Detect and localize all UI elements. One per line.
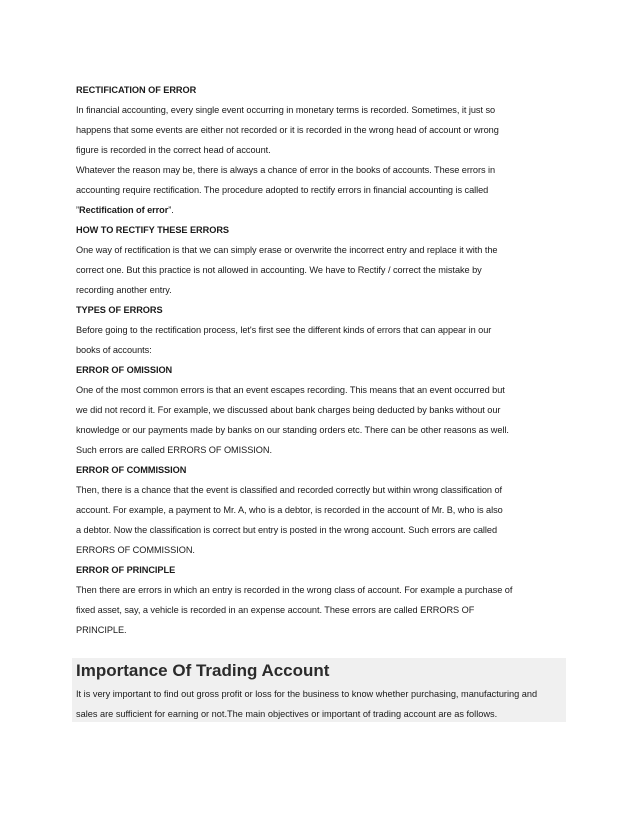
section-heading: ERROR OF PRINCIPLE [76,565,176,575]
paragraph-line: Before going to the rectification process, let's first see the different kinds of errors that can appear in our [76,325,492,335]
importance-title: Importance Of Trading Account [76,661,330,680]
paragraph-line: accounting require rectification. The procedure adopted to rectify errors in financial accounting is called [76,185,489,195]
paragraph-line: correct one. But this practice is not allowed in accounting. We have to Rectify / correct the mistake by [76,265,482,275]
paragraph-line: PRINCIPLE. [76,625,127,635]
paragraph-line: One of the most common errors is that an event escapes recording. This means that an event occurred but [76,385,505,395]
paragraph-line: recording another entry. [76,285,172,295]
paragraph-line: ERRORS OF COMMISSION. [76,545,195,555]
paragraph-line: Then, there is a chance that the event is classified and recorded correctly but within wrong classification of [76,485,503,495]
paragraph-line: a debtor. Now the classification is correct but entry is posted in the wrong account. Such errors are called [76,525,498,535]
paragraph-line: books of accounts: [76,345,152,355]
importance-paragraph-line: It is very important to find out gross profit or loss for the business to know whether purchasing, manufacturing and [76,689,538,699]
paragraph-line: figure is recorded in the correct head of account. [76,145,271,155]
paragraph-line: Then there are errors in which an entry is recorded in the wrong class of account. For example a purchase of [76,585,513,595]
paragraph-line: happens that some events are either not recorded or it is recorded in the wrong head of account or wrong [76,125,499,135]
paragraph-line: One way of rectification is that we can simply erase or overwrite the incorrect entry and replace it with the [76,245,498,255]
paragraph-line: fixed asset, say, a vehicle is recorded in an expense account. These errors are called ERRORS OF [76,605,475,615]
paragraph-line: Such errors are called ERRORS OF OMISSION. [76,445,272,455]
section-heading: TYPES OF ERRORS [76,305,163,315]
section-heading: ERROR OF COMMISSION [76,465,187,475]
paragraph-line: Whatever the reason may be, there is always a chance of error in the books of accounts. These errors in [76,165,496,175]
close-quote: ”. [168,205,174,215]
paragraph-line: account. For example, a payment to Mr. A, who is a debtor, is recorded in the account of Mr. B, who is also [76,505,503,515]
rectification-term: Rectification of error [79,205,169,215]
paragraph-line [76,200,576,220]
paragraph-line: knowledge or our payments made by banks on our standing orders etc. There can be other reasons as well. [76,425,509,435]
section-heading: ERROR OF OMISSION [76,365,173,375]
section-heading: RECTIFICATION OF ERROR [76,85,197,95]
open-quote: ” [76,205,80,215]
document-body [76,80,576,640]
paragraph-line: we did not record it. For example, we discussed about bank charges being deducted by banks without our [76,405,501,415]
importance-paragraph-line: sales are sufficient for earning or not.The main objectives or important of trading account are as follows. [76,709,498,719]
importance-section [72,658,566,722]
paragraph-line: In financial accounting, every single event occurring in monetary terms is recorded. Sometimes, it just so [76,105,496,115]
section-heading: HOW TO RECTIFY THESE ERRORS [76,225,229,235]
